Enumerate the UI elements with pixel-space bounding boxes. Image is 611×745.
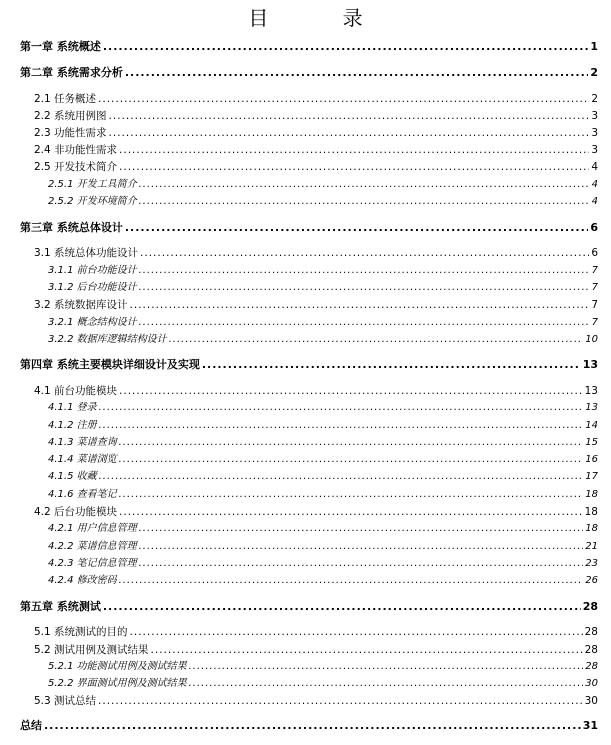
toc-entry-page: 30: [584, 695, 598, 707]
toc-entry-page: 15: [585, 437, 598, 448]
dot-leader: [98, 92, 589, 106]
toc-entry-chapter[interactable]: [20, 358, 598, 372]
toc-entry-label: 3.2 系统数据库设计: [34, 299, 128, 311]
toc-entry-label: 5.2.1 功能测试用例及测试结果: [48, 661, 187, 672]
dot-leader: [109, 126, 590, 140]
dot-leader: [119, 488, 584, 502]
toc-entry-label: 4.2.4 修改密码: [48, 575, 117, 586]
dot-leader: [139, 557, 584, 571]
toc-entry-section[interactable]: [34, 160, 598, 174]
toc-entry-page: 2: [590, 66, 598, 79]
toc-entry-chapter[interactable]: [20, 600, 598, 614]
toc-entry-page: 7: [591, 282, 598, 293]
toc-entry-label: 2.5.1 开发工具简介: [48, 179, 137, 190]
dot-leader: [139, 316, 590, 330]
toc-entry-page: 18: [584, 506, 598, 518]
toc-entry-page: 16: [585, 454, 598, 465]
toc-entry-page: 7: [591, 299, 598, 311]
toc-entry-label: 4.1.1 登录: [48, 402, 97, 413]
toc-entry-section[interactable]: [34, 109, 598, 123]
toc-entry-label: 3.2.1 概念结构设计: [48, 317, 137, 328]
toc-entry-label: 4.1.4 菜谱浏览: [48, 454, 117, 465]
toc-entry-section[interactable]: [34, 384, 598, 398]
toc-entry-section[interactable]: [34, 126, 598, 140]
dot-leader: [202, 358, 581, 372]
toc-entry-sub[interactable]: [48, 419, 598, 433]
dot-leader: [119, 574, 584, 588]
toc-entry-label: 2.3 功能性需求: [34, 127, 107, 139]
toc-entry-page: 28: [584, 644, 598, 656]
toc-entry-label: 第一章 系统概述: [20, 40, 101, 53]
toc-entry-page: 3: [591, 127, 598, 139]
dot-leader: [99, 419, 584, 433]
toc-entry-sub[interactable]: [48, 333, 598, 347]
toc-entry-label: 4.1.3 菜谱查询: [48, 437, 117, 448]
toc-entry-label: 3.1 系统总体功能设计: [34, 247, 139, 259]
toc-entry-sub[interactable]: [48, 401, 598, 415]
dot-leader: [139, 264, 590, 278]
toc-entry-sub[interactable]: [48, 522, 598, 536]
toc-entry-label: 总结: [20, 719, 42, 732]
toc-entry-sub[interactable]: [48, 436, 598, 450]
toc-entry-page: 10: [585, 334, 598, 345]
toc-entry-page: 7: [591, 265, 598, 276]
dot-leader: [125, 221, 589, 235]
toc-entry-label: 4.2.1 用户信息管理: [48, 523, 137, 534]
toc-entry-label: 2.1 任务概述: [34, 93, 97, 105]
dot-leader: [119, 436, 584, 450]
dot-leader: [140, 246, 589, 260]
toc-entry-page: 17: [585, 471, 598, 482]
toc-entry-page: 14: [585, 420, 598, 431]
toc-entry-section[interactable]: [34, 694, 598, 708]
toc-entry-page: 23: [585, 558, 598, 569]
toc-entry-page: 13: [582, 358, 598, 371]
toc-entry-label: 4.1.2 注册: [48, 420, 97, 431]
toc-entry-page: 13: [585, 402, 598, 413]
toc-entry-page: 28: [584, 626, 598, 638]
toc-entry-sub[interactable]: [48, 488, 598, 502]
toc-entry-sub[interactable]: [48, 178, 598, 192]
dot-leader: [119, 384, 583, 398]
dot-leader: [139, 178, 590, 192]
dot-leader: [119, 453, 584, 467]
toc-entry-section[interactable]: [34, 298, 598, 312]
toc-entry-chapter[interactable]: [20, 719, 598, 733]
dot-leader: [139, 522, 584, 536]
toc-entry-label: 3.1.1 前台功能设计: [48, 265, 137, 276]
toc-entry-page: 4: [591, 179, 598, 190]
toc-entry-sub[interactable]: [48, 453, 598, 467]
dot-leader: [139, 195, 590, 209]
toc-entry-section[interactable]: [34, 92, 598, 106]
toc-entry-label: 4.1 前台功能模块: [34, 385, 118, 397]
toc-entry-label: 5.1 系统测试的目的: [34, 626, 128, 638]
dot-leader: [119, 143, 589, 157]
dot-leader: [44, 719, 581, 733]
dot-leader: [139, 281, 590, 295]
toc-entry-page: 7: [591, 317, 598, 328]
toc-entry-page: 3: [591, 144, 598, 156]
toc-entry-page: 4: [591, 161, 598, 173]
toc-entry-page: 31: [582, 719, 598, 732]
dot-leader: [151, 643, 583, 657]
toc-entry-sub[interactable]: [48, 677, 598, 691]
toc-entry-label: 第三章 系统总体设计: [20, 221, 123, 234]
toc-entry-label: 4.2 后台功能模块: [34, 506, 118, 518]
toc-entry-sub[interactable]: [48, 540, 598, 554]
toc-entry-label: 4.2.3 笔记信息管理: [48, 558, 137, 569]
toc-entry-label: 4.2.2 菜谱信息管理: [48, 541, 137, 552]
dot-leader: [98, 694, 583, 708]
toc-entry-section[interactable]: [34, 625, 598, 639]
toc-entry-label: 2.4 非功能性需求: [34, 144, 118, 156]
toc-entry-label: 2.5.2 开发环境简介: [48, 196, 137, 207]
toc-entry-label: 5.2.2 界面测试用例及测试结果: [48, 678, 187, 689]
dot-leader: [139, 540, 584, 554]
toc-entry-section[interactable]: [34, 505, 598, 519]
dot-leader: [119, 160, 589, 174]
toc-entry-page: 26: [585, 575, 598, 586]
page-title: 目 录: [248, 6, 397, 30]
toc-entry-chapter[interactable]: [20, 66, 598, 80]
toc-entry-chapter[interactable]: [20, 40, 598, 54]
toc-entry-page: 18: [585, 523, 598, 534]
dot-leader: [109, 109, 590, 123]
toc-entry-sub[interactable]: [48, 195, 598, 209]
toc-entry-page: 3: [591, 110, 598, 122]
toc-entry-page: 28: [585, 661, 598, 672]
toc-entry-sub[interactable]: [48, 660, 598, 674]
toc-entry-section[interactable]: [34, 143, 598, 157]
toc-entry-section[interactable]: [34, 643, 598, 657]
toc-entry-label: 5.3 测试总结: [34, 695, 97, 707]
toc-entry-label: 2.5 开发技术简介: [34, 161, 118, 173]
toc-entry-label: 4.1.5 收藏: [48, 471, 97, 482]
dot-leader: [119, 505, 583, 519]
dot-leader: [99, 470, 584, 484]
toc-entry-label: 3.1.2 后台功能设计: [48, 282, 137, 293]
toc-entry-label: 4.1.6 查看笔记: [48, 489, 117, 500]
toc-entry-sub[interactable]: [48, 574, 598, 588]
toc-entry-page: 1: [590, 40, 598, 53]
toc-entry-page: 21: [585, 541, 598, 552]
toc-entry-sub[interactable]: [48, 557, 598, 571]
toc-entry-page: 18: [585, 489, 598, 500]
dot-leader: [99, 401, 584, 415]
toc-entry-sub[interactable]: [48, 470, 598, 484]
dot-leader: [130, 298, 590, 312]
dot-leader: [103, 40, 589, 54]
toc-entry-page: 4: [591, 196, 598, 207]
dot-leader: [169, 333, 584, 347]
toc-entry-page: 6: [591, 247, 598, 259]
dot-leader: [103, 600, 581, 614]
dot-leader: [130, 625, 583, 639]
toc-entry-page: 6: [590, 221, 598, 234]
toc-entry-sub[interactable]: [48, 316, 598, 330]
toc-entry-page: 2: [591, 93, 598, 105]
toc-entry-label: 3.2.2 数据库逻辑结构设计: [48, 334, 167, 345]
toc-entry-page: 28: [582, 600, 598, 613]
dot-leader: [125, 66, 589, 80]
dot-leader: [189, 660, 584, 674]
toc-entry-label: 2.2 系统用例图: [34, 110, 107, 122]
toc-entry-section[interactable]: [34, 246, 598, 260]
toc-entry-sub[interactable]: [48, 281, 598, 295]
toc-entry-page: 30: [585, 678, 598, 689]
toc-entry-label: 第五章 系统测试: [20, 600, 101, 613]
toc-entry-chapter[interactable]: [20, 221, 598, 235]
toc-entry-label: 第二章 系统需求分析: [20, 66, 123, 79]
toc-entry-page: 13: [584, 385, 598, 397]
toc-entry-label: 5.2 测试用例及测试结果: [34, 644, 149, 656]
dot-leader: [189, 677, 584, 691]
toc-entry-sub[interactable]: [48, 264, 598, 278]
toc-entry-label: 第四章 系统主要模块详细设计及实现: [20, 358, 200, 371]
